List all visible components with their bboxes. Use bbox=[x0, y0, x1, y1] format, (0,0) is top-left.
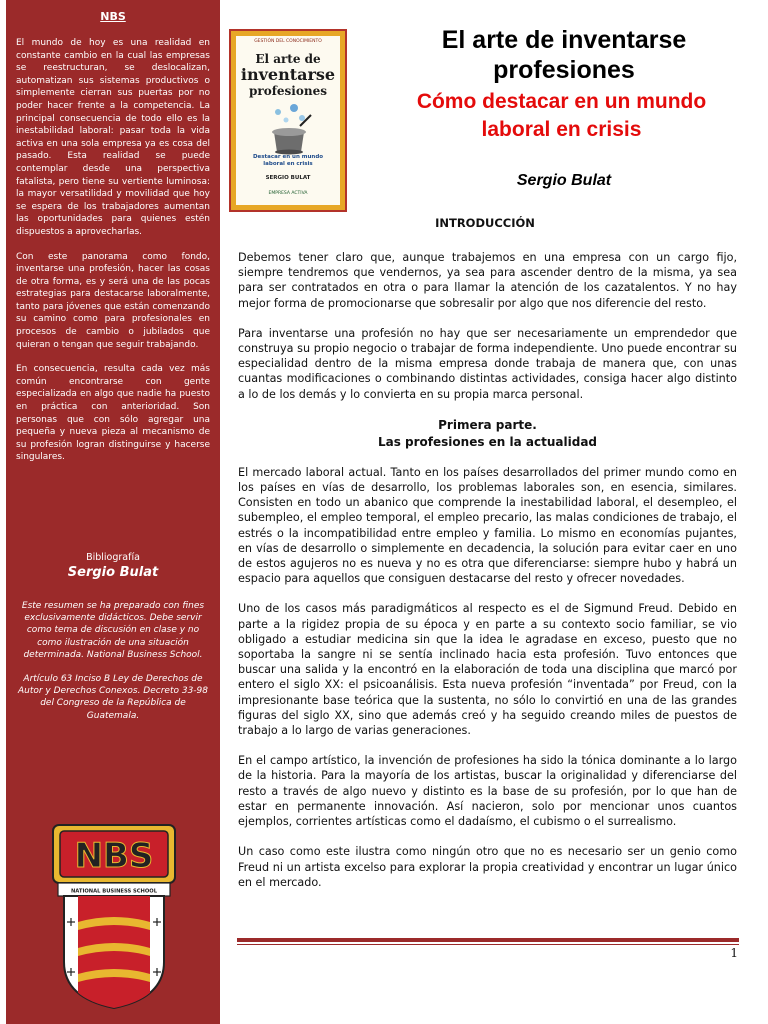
body-paragraph: Uno de los casos más paradigmáticos al respecto es el de Sigmund Freud. Debido en parte a la rigidez propia de su época y en parte a su contexto socio familiar, se vio obligado a estudiar medicina sin que la idea le agradase en exceso, puesto que no soportaba la sangre ni se sentía inclinado hacia esta profesión. Tuvo entonces que buscar una salida y la encontró en la elaboración de toda una disciplina que marcó por entero el siglo XX: el psicoanálisis. Esta nueva profesión “inventada” por Freud, con la impresionante base teórica que la sustenta, no sólo lo convirtió en una de las grandes figuras del siglo XX, sino que además creó y ha seguido creando miles de puestos de trabajo a lo largo de varias generaciones. bbox=[238, 602, 737, 738]
page-author: Sergio Bulat bbox=[516, 172, 612, 189]
cover-subtitle: Destacar en un mundo laboral en crisis bbox=[252, 154, 324, 167]
nbs-logo bbox=[50, 822, 178, 1012]
sidebar-notes bbox=[16, 600, 210, 734]
book-cover-panel bbox=[236, 36, 340, 205]
cover-title-line: inventarse bbox=[240, 65, 336, 84]
page-subtitle-line: laboral en crisis bbox=[481, 118, 642, 141]
sidebar-paragraph: En consecuencia, resulta cada vez más común encontrarse con gente especializada en algo que nadie ha puesto en práctica con anterioridad. Son personas que con sólo agregar una pequeña y nueva pieza al mecanismo de su profesión logran distinguirse y hacerse singulares. bbox=[16, 364, 210, 463]
footer-rule bbox=[237, 938, 739, 942]
footer-rule-thin bbox=[237, 944, 739, 945]
main-text bbox=[238, 250, 737, 905]
logo-text: NBS bbox=[74, 836, 154, 876]
section-heading bbox=[238, 417, 737, 451]
bibliography-label: Bibliografía bbox=[86, 552, 140, 563]
magic-hat-icon bbox=[264, 102, 314, 156]
sidebar bbox=[6, 0, 220, 1024]
book-cover bbox=[229, 29, 347, 212]
cover-title bbox=[236, 52, 340, 98]
body-paragraph: Para inventarse una profesión no hay que ser necesariamente un emprendedor que construya su propio negocio o trabajar de forma independiente. Uno puede encontrar su especialidad dentro de la misma empresa donde trabaja de manera que, con unas cuantas modificaciones o combinando distintas actividades, consiga hacer algo distinto a lo de los demás y lo convierta en su propia marca personal. bbox=[238, 326, 737, 401]
didactic-note: Este resumen se ha preparado con fines exclusivamente didácticos. Debe servir como tema de discusión en clase y no como ilustración de una situación determinada. National Business School. bbox=[21, 601, 205, 660]
body-paragraph: Debemos tener claro que, aunque trabajemos en una empresa con un cargo fijo, siempre tendremos que vendernos, ya sea para ascender dentro de la misma, ya sea para ser contratados en otra o para llamar la atención de los cazatalentos. Y no hay mejor forma de promocionarse que sobresalir por algo que nos diferencie del resto. bbox=[238, 251, 737, 310]
page-title-line: El arte de inventarse bbox=[441, 26, 687, 54]
body-paragraph: Un caso como este ilustra como ningún otro que no es necesario ser un genio como Freud ni un artista excelso para explorar la propia creatividad y encontrar un lugar único en el mercado. bbox=[238, 845, 737, 889]
cover-publisher: EMPRESA ACTIVA bbox=[268, 191, 308, 196]
cover-series: GESTIÓN DEL CONOCIMIENTO bbox=[254, 39, 322, 44]
logo-banner: NATIONAL BUSINESS SCHOOL bbox=[70, 888, 158, 895]
section-heading-line: Las profesiones en la actualidad bbox=[377, 434, 598, 449]
cover-title-line: profesiones bbox=[249, 84, 327, 98]
page-subtitle bbox=[355, 88, 768, 144]
cover-title-line: El arte de bbox=[255, 52, 321, 66]
page-title-line: profesiones bbox=[493, 56, 635, 84]
bibliography-author: Sergio Bulat bbox=[67, 565, 159, 580]
page-number: 1 bbox=[730, 946, 738, 960]
sidebar-title: NBS bbox=[100, 10, 126, 23]
section-heading-line: Primera parte. bbox=[438, 417, 537, 432]
cover-author: SERGIO BULAT bbox=[265, 175, 311, 181]
body-paragraph: El mercado laboral actual. Tanto en los países desarrollados del primer mundo como en los países en vías de desarrollo, los problemas laborales son, en esencia, similares. Consisten en todo un abanico que comprende la inestabilidad laboral, el desempleo, el subempleo, el empleo temporal, el empleo precario, las malas condiciones de trabajo, el estrés o la incompatibilidad entre empleo y familia. Lo mismo en economías pujantes, en vías de desarrollo o simplemente en decadencia, la solución para evitar caer en uno de estos agujeros no es nueva y no es otra que diferenciarse: siempre hubo y habrá un espacio para aquellos que consiguen destacarse del resto y ofrecer novedades. bbox=[238, 465, 737, 586]
sidebar-paragraph: El mundo de hoy es una realidad en constante cambio en la cual las empresas se reestructuran, se deslocalizan, automatizan sus sistemas productivos o simplemente cierran sus puertas por no poder hacer frente a la competencia. La principal consecuencia de todo ello es la inestabilidad laboral: pasar toda la vida activa en una sola empresa ya es cosa del pasado. Esta realidad se puede contemplar desde una perspectiva fatalista, pero tiene su vertiente luminosa: la mayor versatilidad y movilidad que hoy se espera de los trabajadores aumentan las oportunidades para quienes estén dispuestos a aprovecharlas. bbox=[16, 38, 210, 237]
copyright-note: Artículo 63 Inciso B Ley de Derechos de Autor y Derechos Conexos. Decreto 33-98 del Congreso de la República de Guatemala. bbox=[17, 674, 209, 721]
intro-heading: INTRODUCCIÓN bbox=[435, 216, 535, 230]
page-subtitle-line: Cómo destacar en un mundo bbox=[416, 90, 707, 113]
body-paragraph: En el campo artístico, la invención de profesiones ha sido la tónica dominante a lo largo de la historia. Para la mayoría de los artistas, buscar la originalidad y diferenciarse del resto a través de algo nuevo y distinto es la base de su profesión, por lo que han de estar en permanente innovación. Así nacieron, solo por mencionar unos cuantos ejemplos, corrientes artísticas como el dadaísmo, el cubismo o el surrealismo. bbox=[238, 754, 737, 829]
page-title bbox=[360, 25, 768, 85]
sidebar-body bbox=[16, 37, 210, 476]
sidebar-paragraph: Con este panorama como fondo, inventarse una profesión, hacer las cosas de otra forma, es y será una de las pocas estrategias para destacarse laboralmente, tanto para jóvenes que están comenzando su camino como para profesionales en procesos de cambio o jubilados que quieran o tengan que seguir trabajando. bbox=[16, 251, 210, 350]
